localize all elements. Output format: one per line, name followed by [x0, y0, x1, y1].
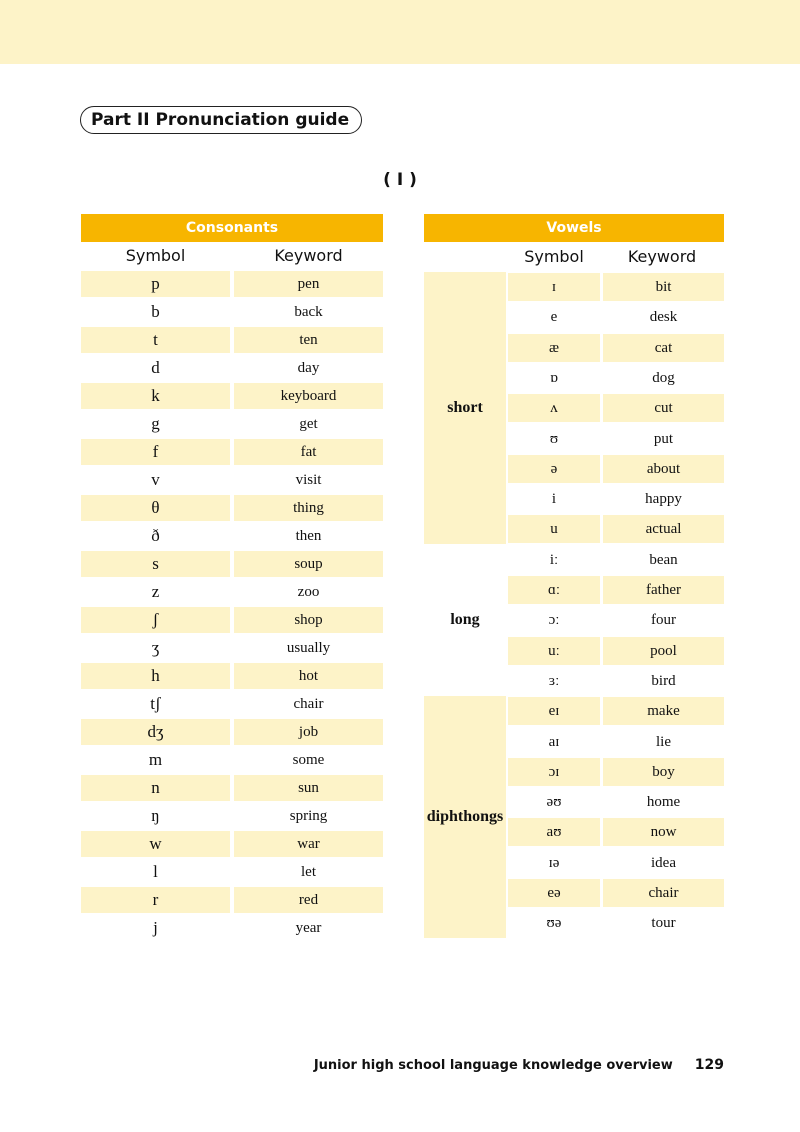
- consonant-keyword: usually: [286, 640, 331, 656]
- vowel-keyword: pool: [603, 637, 724, 665]
- vowel-keyword: cut: [603, 394, 724, 422]
- table-row: [508, 636, 724, 666]
- vowel-symbol: ʊə: [546, 915, 562, 932]
- vowel-symbol: iː: [549, 551, 559, 568]
- consonant-symbol: v: [151, 470, 160, 489]
- table-row: [81, 774, 383, 802]
- consonant-symbol: g: [151, 414, 160, 433]
- table-row: [508, 605, 724, 635]
- vowel-symbol: ɜː: [548, 672, 560, 689]
- table-row: [81, 354, 383, 382]
- vowel-keyword: home: [646, 794, 681, 811]
- consonant-keyword: zoo: [297, 584, 320, 600]
- table-row: [508, 393, 724, 423]
- vowel-group-label: diphthongs: [424, 696, 506, 937]
- vowel-symbol: ʌ: [508, 394, 600, 422]
- consonant-keyword: spring: [289, 808, 328, 824]
- vowel-keyword: desk: [649, 309, 678, 326]
- vowel-symbol: ɑː: [508, 576, 600, 604]
- consonant-keyword: soup: [234, 551, 383, 577]
- consonant-keyword: get: [299, 416, 318, 432]
- vowel-symbol: ɔɪ: [508, 758, 600, 786]
- vowel-symbol: ɔː: [548, 612, 560, 629]
- consonant-keyword: chair: [293, 696, 324, 712]
- vowels-rows: [424, 272, 724, 940]
- vowel-keyword: lie: [656, 733, 671, 750]
- vowel-keyword: happy: [645, 491, 682, 508]
- consonant-symbol: s: [81, 551, 230, 577]
- table-row: [508, 848, 724, 878]
- section-number: ( I ): [383, 170, 417, 190]
- vowel-keyword: bird: [651, 672, 676, 689]
- vowel-keyword: father: [603, 576, 724, 604]
- vowel-keyword: now: [603, 818, 724, 846]
- consonants-table: [81, 214, 383, 942]
- consonant-keyword: sun: [234, 775, 383, 801]
- table-row: [508, 545, 724, 575]
- consonant-symbol: ð: [151, 526, 160, 545]
- consonant-symbol: ʃ: [81, 607, 230, 633]
- consonant-keyword: ten: [234, 327, 383, 353]
- consonant-symbol: n: [81, 775, 230, 801]
- vowel-symbol: ɪə: [548, 854, 560, 871]
- consonant-keyword: red: [234, 887, 383, 913]
- vowel-symbol: uː: [508, 637, 600, 665]
- vowels-keyword-header: Keyword: [627, 247, 697, 266]
- vowel-symbol: ɪ: [508, 273, 600, 301]
- vowel-keyword: bit: [603, 273, 724, 301]
- consonant-symbol: p: [81, 271, 230, 297]
- table-row: [81, 382, 383, 410]
- consonant-symbol: m: [148, 750, 163, 769]
- footer-text: Junior high school language knowledge overview: [313, 1058, 673, 1073]
- consonant-keyword: visit: [295, 472, 322, 488]
- vowels-heading: Vowels: [424, 214, 724, 242]
- vowel-keyword: put: [653, 430, 674, 447]
- table-row: [508, 575, 724, 605]
- consonant-keyword: some: [292, 752, 325, 768]
- table-row: [508, 424, 724, 454]
- consonant-symbol: ŋ: [151, 806, 160, 825]
- table-row: [508, 514, 724, 544]
- vowel-group-label: long: [450, 610, 480, 628]
- table-row: [81, 802, 383, 830]
- table-row: [508, 454, 724, 484]
- table-row: [508, 727, 724, 757]
- vowels-symbol-header: Symbol: [524, 247, 584, 266]
- vowel-symbol: æ: [508, 334, 600, 362]
- consonant-keyword: let: [301, 864, 316, 880]
- table-row: [508, 878, 724, 908]
- table-row: [81, 438, 383, 466]
- table-row: [81, 298, 383, 326]
- vowel-symbol: aʊ: [508, 818, 600, 846]
- vowel-keyword: actual: [603, 515, 724, 543]
- vowel-symbol: u: [508, 515, 600, 543]
- vowel-keyword: about: [603, 455, 724, 483]
- consonants-keyword-header: Keyword: [274, 246, 343, 265]
- table-row: [508, 363, 724, 393]
- table-row: [81, 634, 383, 662]
- vowel-keyword: make: [603, 697, 724, 725]
- consonant-keyword: then: [295, 528, 322, 544]
- vowel-symbol: ʊ: [549, 430, 559, 447]
- consonant-symbol: f: [81, 439, 230, 465]
- table-row: [81, 718, 383, 746]
- consonant-symbol: ʒ: [151, 638, 160, 657]
- table-row: [81, 326, 383, 354]
- consonant-symbol: b: [151, 302, 160, 321]
- table-row: [81, 858, 383, 886]
- consonant-symbol: dʒ: [81, 719, 230, 745]
- consonant-keyword: hot: [234, 663, 383, 689]
- consonant-keyword: pen: [234, 271, 383, 297]
- consonant-symbol: j: [153, 918, 158, 937]
- vowel-keyword: boy: [603, 758, 724, 786]
- table-row: [508, 272, 724, 302]
- vowel-symbol: i: [551, 491, 557, 508]
- table-row: [81, 270, 383, 298]
- vowel-keyword: bean: [649, 551, 678, 568]
- vowel-keyword: tour: [651, 915, 676, 932]
- table-row: [508, 757, 724, 787]
- table-row: [81, 746, 383, 774]
- consonants-rows: [81, 270, 383, 942]
- consonants-column-headers: [81, 242, 383, 270]
- table-row: [81, 550, 383, 578]
- consonant-symbol: tʃ: [150, 694, 161, 713]
- consonant-symbol: w: [81, 831, 230, 857]
- table-row: [508, 302, 724, 332]
- consonant-keyword: fat: [234, 439, 383, 465]
- vowels-column-headers: [424, 242, 724, 272]
- vowel-symbol: eə: [508, 879, 600, 907]
- vowel-symbol: aɪ: [548, 733, 560, 750]
- table-row: [81, 466, 383, 494]
- vowel-symbol: ɒ: [550, 369, 558, 386]
- header-band: [0, 0, 800, 64]
- table-row: [508, 484, 724, 514]
- table-row: [81, 886, 383, 914]
- consonant-symbol: d: [151, 358, 160, 377]
- table-row: [81, 578, 383, 606]
- vowel-keyword: dog: [652, 369, 675, 386]
- page-number: 129: [694, 1057, 724, 1073]
- vowel-keyword: four: [651, 612, 676, 629]
- consonant-symbol: r: [81, 887, 230, 913]
- vowels-group-header: [424, 242, 508, 272]
- consonant-symbol: θ: [81, 495, 230, 521]
- consonant-keyword: thing: [234, 495, 383, 521]
- table-row: [508, 908, 724, 938]
- page-footer: [314, 1057, 724, 1073]
- consonant-keyword: year: [295, 920, 322, 936]
- vowels-table: [424, 214, 724, 940]
- consonant-symbol: l: [153, 862, 158, 881]
- consonant-keyword: back: [294, 304, 323, 320]
- table-row: [81, 522, 383, 550]
- table-row: [508, 817, 724, 847]
- consonant-symbol: z: [151, 582, 160, 601]
- vowel-keyword: chair: [603, 879, 724, 907]
- table-row: [508, 666, 724, 696]
- page-title: Part II Pronunciation guide: [80, 106, 362, 134]
- vowel-symbol: əʊ: [546, 794, 562, 811]
- consonants-heading: Consonants: [81, 214, 383, 242]
- consonants-symbol-header: Symbol: [125, 246, 186, 265]
- table-row: [508, 333, 724, 363]
- table-row: [81, 830, 383, 858]
- consonant-symbol: h: [81, 663, 230, 689]
- table-row: [81, 914, 383, 942]
- vowel-symbol: e: [550, 309, 558, 326]
- consonant-keyword: job: [234, 719, 383, 745]
- table-row: [81, 606, 383, 634]
- table-row: [81, 662, 383, 690]
- vowel-keyword: cat: [603, 334, 724, 362]
- consonant-keyword: keyboard: [234, 383, 383, 409]
- vowel-keyword: idea: [651, 854, 676, 871]
- vowel-symbol: ə: [508, 455, 600, 483]
- table-row: [81, 494, 383, 522]
- table-row: [508, 787, 724, 817]
- vowel-symbol: eɪ: [508, 697, 600, 725]
- table-row: [81, 410, 383, 438]
- consonant-keyword: war: [234, 831, 383, 857]
- consonant-symbol: k: [81, 383, 230, 409]
- table-row: [81, 690, 383, 718]
- consonant-symbol: t: [81, 327, 230, 353]
- table-row: [508, 696, 724, 726]
- vowel-group-label: short: [424, 272, 506, 544]
- consonant-keyword: day: [297, 360, 320, 376]
- consonant-keyword: shop: [234, 607, 383, 633]
